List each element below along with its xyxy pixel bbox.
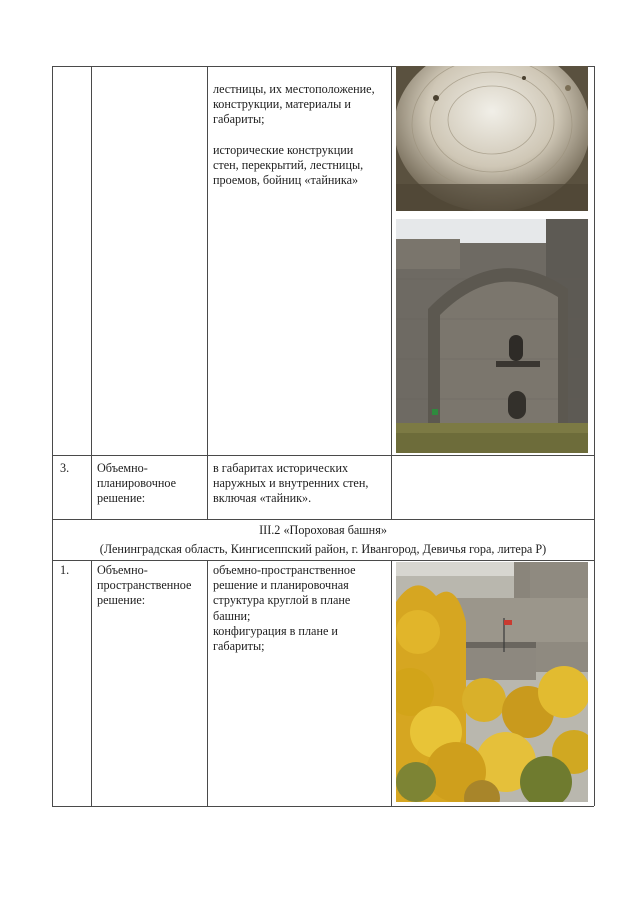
fortress-wall-arch-photo <box>396 219 588 453</box>
row-divider <box>52 519 594 520</box>
powder-tower-autumn-photo <box>396 562 588 802</box>
row3-label <box>97 461 205 507</box>
description-line: башни; <box>213 608 251 623</box>
table-right-border <box>594 66 595 806</box>
column-divider <box>91 560 92 806</box>
label-line: пространственное <box>97 578 192 593</box>
label-line: решение: <box>97 593 146 608</box>
column-divider <box>207 66 208 519</box>
label-line: Объемно- <box>97 563 148 577</box>
row-divider <box>52 455 594 456</box>
column-divider <box>207 560 208 806</box>
column-divider <box>391 66 392 519</box>
section-row-label <box>97 563 205 609</box>
description-line: габариты; <box>213 112 265 127</box>
row3-description <box>213 461 389 507</box>
description-line: лестницы, их местоположение, <box>213 82 375 96</box>
description-line: стен, перекрытий, лестницы, <box>213 157 364 172</box>
column-divider <box>91 66 92 519</box>
description-line: структура круглой в плане <box>213 593 351 608</box>
description-line: наружных и внутренних стен, <box>213 476 369 491</box>
row1-description <box>213 82 389 188</box>
row-divider <box>52 560 594 561</box>
section-title: III.2 «Пороховая башня» <box>259 523 387 537</box>
column-divider <box>391 560 392 806</box>
description-line: конструкции, материалы и <box>213 97 351 112</box>
vault-ceiling-photo <box>396 66 588 211</box>
table-left-border <box>52 66 53 806</box>
table-bottom-border <box>52 806 594 807</box>
description-line: проемов, бойниц «тайника» <box>213 173 359 188</box>
description-line: исторические конструкции <box>213 142 354 157</box>
label-line: решение: <box>97 491 146 506</box>
row3-number: 3. <box>60 461 70 475</box>
description-line: конфигурация в плане и <box>213 623 338 638</box>
description-line: в габаритах исторических <box>213 461 349 475</box>
description-line: включая «тайник». <box>213 491 312 506</box>
description-line: объемно-пространственное <box>213 563 356 577</box>
section-subtitle: (Ленинградская область, Кингисеппский район, г. Ивангород, Девичья гора, литера Р) <box>99 542 547 556</box>
section-row-description <box>213 563 389 654</box>
label-line: планировочное <box>97 476 176 491</box>
section-row-number: 1. <box>60 563 70 577</box>
paragraph-gap <box>213 128 389 143</box>
description-line: габариты; <box>213 639 265 654</box>
description-line: решение и планировочная <box>213 578 349 593</box>
label-line: Объемно- <box>97 461 148 475</box>
